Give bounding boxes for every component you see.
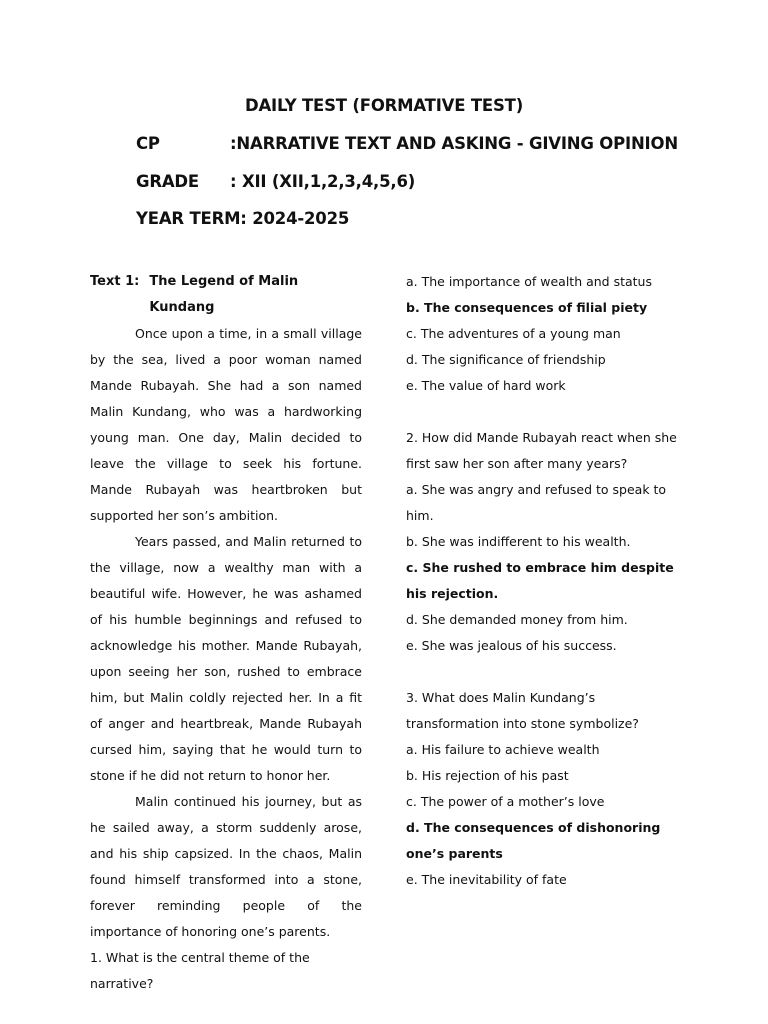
document-title-text: DAILY TEST (FORMATIVE TEST) <box>244 96 524 115</box>
spacer <box>406 399 691 425</box>
question-1: 1. What is the central theme of the narrative? <box>90 950 310 991</box>
grade-label: GRADE <box>136 172 199 191</box>
q2-option-c-answer: c. She rushed to embrace him despite his rejection. <box>406 560 674 601</box>
right-column <box>406 269 691 893</box>
q3-option-c: c. The power of a mother’s love <box>406 794 605 809</box>
q1-option-c: c. The adventures of a young man <box>406 326 621 341</box>
text-heading <box>90 269 362 321</box>
q2-option-d: d. She demanded money from him. <box>406 612 628 627</box>
q3-option-d-answer: d. The consequences of dishonoring one’s parents <box>406 820 661 861</box>
q1-option-a: a. The importance of wealth and status <box>406 274 652 289</box>
text-number: Text 1: <box>90 274 140 289</box>
q3-option-e: e. The inevitability of fate <box>406 872 567 887</box>
grade-value: : XII (XII,1,2,3,4,5,6) <box>230 172 416 191</box>
cp-label: CP <box>136 134 160 153</box>
question-2: 2. How did Mande Rubayah react when she first saw her son after many years? <box>406 430 677 471</box>
document-title <box>0 96 768 115</box>
text-title: The Legend of Malin Kundang <box>149 274 299 315</box>
q2-option-e: e. She was jealous of his success. <box>406 638 617 653</box>
spacer <box>406 659 691 685</box>
q3-option-b: b. His rejection of his past <box>406 768 569 783</box>
q2-option-a: a. She was angry and refused to speak to him. <box>406 482 667 523</box>
question-3: 3. What does Malin Kundang’s transformation into stone symbolize? <box>406 690 639 731</box>
story-paragraph: Once upon a time, in a small village by the sea, lived a poor woman named Mande Rubayah. She had a son named Malin Kundang, who was a hardworking young man. One day, Malin decided to leave the village to seek his fortune. Mande Rubayah was heartbroken but supported her son’s ambition. <box>90 326 362 523</box>
story-paragraph: Years passed, and Malin returned to the village, now a wealthy man with a beautiful wife. However, he was ashamed of his humble beginnings and refused to acknowledge his mother. Mande Rubayah, upon seeing her son, rushed to embrace him, but Malin coldly rejected her. In a fit of anger and heartbreak, Mande Rubayah cursed him, saying that he would turn to stone if he did not return to honor her. <box>90 534 362 783</box>
q1-option-b-answer: b. The consequences of filial piety <box>406 300 648 315</box>
q3-option-a: a. His failure to achieve wealth <box>406 742 600 757</box>
cp-value: :NARRATIVE TEXT AND ASKING - GIVING OPINION <box>230 134 678 153</box>
q1-option-e: e. The value of hard work <box>406 378 566 393</box>
year-term-label: YEAR TERM: 2024-2025 <box>136 209 350 228</box>
q1-option-d: d. The significance of friendship <box>406 352 606 367</box>
q2-option-b: b. She was indifferent to his wealth. <box>406 534 631 549</box>
story-paragraph: Malin continued his journey, but as he sailed away, a storm suddenly arose, and his ship capsized. In the chaos, Malin found himself transformed into a stone, forever reminding people of the importance of honoring one’s parents. <box>90 794 362 939</box>
left-column <box>90 269 362 997</box>
